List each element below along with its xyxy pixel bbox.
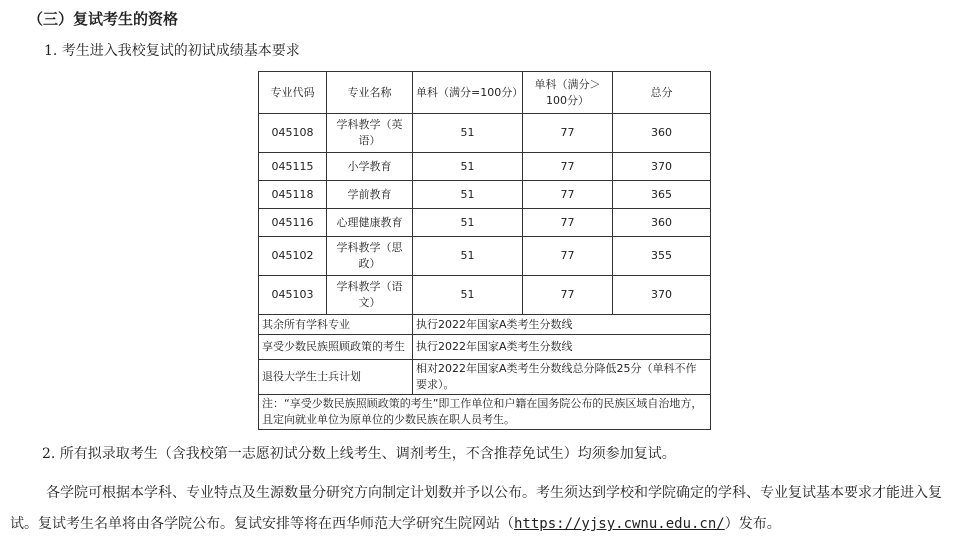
cell-single-over-100: 77 <box>523 209 613 237</box>
graduate-school-link[interactable]: https://yjsy.cwnu.edu.cn/ <box>514 516 725 532</box>
cell-total: 355 <box>613 237 711 276</box>
cell-code: 045102 <box>259 237 327 276</box>
cell-single-100: 51 <box>413 276 523 315</box>
score-requirements-table <box>258 71 711 430</box>
header-name: 专业名称 <box>327 72 413 114</box>
cell-single-over-100: 77 <box>523 114 613 153</box>
cell-single-100: 51 <box>413 181 523 209</box>
table-special-row <box>259 315 711 335</box>
table-note-row <box>259 395 711 430</box>
cell-code: 045108 <box>259 114 327 153</box>
special-value: 执行2022年国家A类考生分数线 <box>413 315 711 335</box>
table-special-row <box>259 335 711 360</box>
table-row <box>259 276 711 315</box>
table-special-row <box>259 360 711 395</box>
special-value: 相对2022年国家A类考生分数线总分降低25分（单科不作要求）。 <box>413 360 711 395</box>
cell-single-over-100: 77 <box>523 181 613 209</box>
cell-single-over-100: 77 <box>523 237 613 276</box>
cell-single-over-100: 77 <box>523 276 613 315</box>
cell-name: 学科教学（语文） <box>327 276 413 315</box>
cell-single-100: 51 <box>413 114 523 153</box>
special-value: 执行2022年国家A类考生分数线 <box>413 335 711 360</box>
cell-code: 045118 <box>259 181 327 209</box>
requirement-item-2: 2. 所有拟录取考生（含我校第一志愿初试分数上线考生、调剂考生，不含推荐免试生）均须参加复试。 <box>42 446 676 462</box>
cell-name: 小学教育 <box>327 153 413 181</box>
paragraph-end: ）发布。 <box>724 516 781 532</box>
cell-total: 360 <box>613 209 711 237</box>
cell-code: 045103 <box>259 276 327 315</box>
table-row <box>259 209 711 237</box>
header-code: 专业代码 <box>259 72 327 114</box>
section-heading: （三）复试考生的资格 <box>28 10 179 28</box>
cell-name: 心理健康教育 <box>327 209 413 237</box>
header-total: 总分 <box>613 72 711 114</box>
cell-single-100: 51 <box>413 153 523 181</box>
cell-name: 学科教学（英语） <box>327 114 413 153</box>
cell-single-over-100: 77 <box>523 153 613 181</box>
cell-name: 学前教育 <box>327 181 413 209</box>
cell-name: 学科教学（思政） <box>327 237 413 276</box>
cell-total: 365 <box>613 181 711 209</box>
cell-single-100: 51 <box>413 237 523 276</box>
table-row <box>259 114 711 153</box>
table-row <box>259 181 711 209</box>
cell-total: 360 <box>613 114 711 153</box>
special-label: 其余所有学科专业 <box>259 315 413 335</box>
special-label: 退役大学生士兵计划 <box>259 360 413 395</box>
header-single-100: 单科（满分=100分） <box>413 72 523 114</box>
cell-single-100: 51 <box>413 209 523 237</box>
table-row <box>259 237 711 276</box>
requirement-item-1: 1. 考生进入我校复试的初试成绩基本要求 <box>44 43 300 59</box>
table-header-row <box>259 72 711 114</box>
special-label: 享受少数民族照顾政策的考生 <box>259 335 413 360</box>
cell-code: 045116 <box>259 209 327 237</box>
table-note: 注：“享受少数民族照顾政策的考生”即工作单位和户籍在国务院公布的民族区域自治地方，且定向就业单位为原单位的少数民族在职人员考生。 <box>259 395 711 430</box>
cell-code: 045115 <box>259 153 327 181</box>
paragraph-text: 各学院可根据本学科、专业特点及生源数量分研究方向制定计划数并予以公布。考生须达到学校和学院确定的学科、专业复试基本要求才能进入复试。复试考生名单将由各学院公布。复试安排等将在西华师范大学研究生院网站（ <box>10 485 942 532</box>
cell-total: 370 <box>613 153 711 181</box>
header-single-over-100: 单科（满分＞100分） <box>523 72 613 114</box>
cell-total: 370 <box>613 276 711 315</box>
policy-paragraph <box>10 478 965 540</box>
table-row <box>259 153 711 181</box>
